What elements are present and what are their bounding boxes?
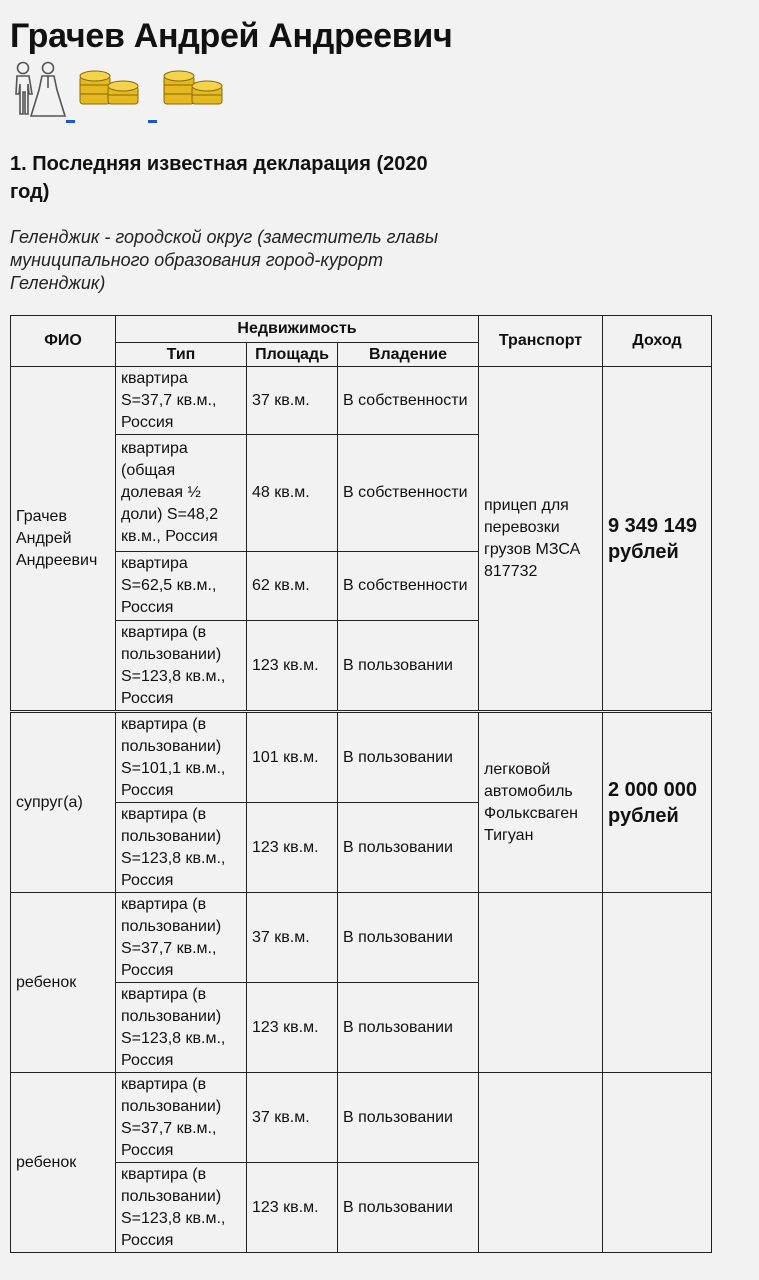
area-cell: 37 кв.м. [247,1073,338,1163]
income-cell: 2 000 000 рублей [603,712,712,893]
area-cell: 123 кв.м. [247,621,338,712]
type-cell: квартира (в пользовании) S=37,7 кв.м., Россия [116,893,247,983]
area-cell: 48 кв.м. [247,435,338,552]
family-icon [8,60,66,118]
income-cell [603,893,712,1073]
transport-cell: прицеп для перевозки грузов МЗСА 817732 [479,367,603,712]
type-cell: квартира (в пользовании) S=123,8 кв.м., Россия [116,803,247,893]
table-row [11,893,712,983]
type-cell: квартира (общая долевая ½ доли) S=48,2 кв.м., Россия [116,435,247,552]
type-cell: квартира S=62,5 кв.м., Россия [116,552,247,621]
ownership-cell: В пользовании [338,803,479,893]
ownership-cell: В пользовании [338,893,479,983]
fio-cell: ребенок [11,1073,116,1253]
fio-cell: Грачев Андрей Андреевич [11,367,116,712]
ownership-cell: В пользовании [338,1073,479,1163]
coins-icon [78,68,142,108]
ownership-cell: В пользовании [338,621,479,712]
declaration-table [10,315,712,1253]
header-transport: Транспорт [479,316,603,367]
area-cell: 101 кв.м. [247,712,338,803]
area-cell: 123 кв.м. [247,803,338,893]
fio-cell: ребенок [11,893,116,1073]
table-row [11,1073,712,1163]
type-cell: квартира (в пользовании) S=123,8 кв.м., Россия [116,983,247,1073]
icon-row [8,58,248,128]
type-cell: квартира (в пользовании) S=101,1 кв.м., Россия [116,712,247,803]
icon-link-dash[interactable] [148,120,157,123]
ownership-cell: В пользовании [338,712,479,803]
area-cell: 37 кв.м. [247,367,338,435]
declaration-heading: 1. Последняя известная декларация (2020 год) [10,153,428,203]
organization-text: Геленджик - городской округ (заместитель главы муниципального образования город-курорт Геленджик) [10,227,439,293]
area-cell: 37 кв.м. [247,893,338,983]
header-realty: Недвижимость [116,316,479,343]
table-row [11,367,712,435]
header-income: Доход [603,316,712,367]
income-cell [603,1073,712,1253]
type-cell: квартира S=37,7 кв.м., Россия [116,367,247,435]
ownership-cell: В пользовании [338,983,479,1073]
header-type: Тип [116,343,247,367]
header-area: Площадь [247,343,338,367]
type-cell: квартира (в пользовании) S=37,7 кв.м., Россия [116,1073,247,1163]
type-cell: квартира (в пользовании) S=123,8 кв.м., Россия [116,621,247,712]
table-row [11,712,712,803]
transport-cell [479,1073,603,1253]
header-fio: ФИО [11,316,116,367]
area-cell: 62 кв.м. [247,552,338,621]
fio-cell: супруг(а) [11,712,116,893]
type-cell: квартира (в пользовании) S=123,8 кв.м., Россия [116,1163,247,1253]
icon-link-dash[interactable] [66,120,75,123]
area-cell: 123 кв.м. [247,983,338,1073]
coins-icon [162,68,226,108]
header-ownership: Владение [338,343,479,367]
ownership-cell: В собственности [338,367,479,435]
page-title: Грачев Андрей Андреевич [10,17,453,55]
transport-cell [479,893,603,1073]
ownership-cell: В собственности [338,552,479,621]
ownership-cell: В пользовании [338,1163,479,1253]
area-cell: 123 кв.м. [247,1163,338,1253]
transport-cell: легковой автомобиль Фольксваген Тигуан [479,712,603,893]
ownership-cell: В собственности [338,435,479,552]
income-cell: 9 349 149 рублей [603,367,712,712]
